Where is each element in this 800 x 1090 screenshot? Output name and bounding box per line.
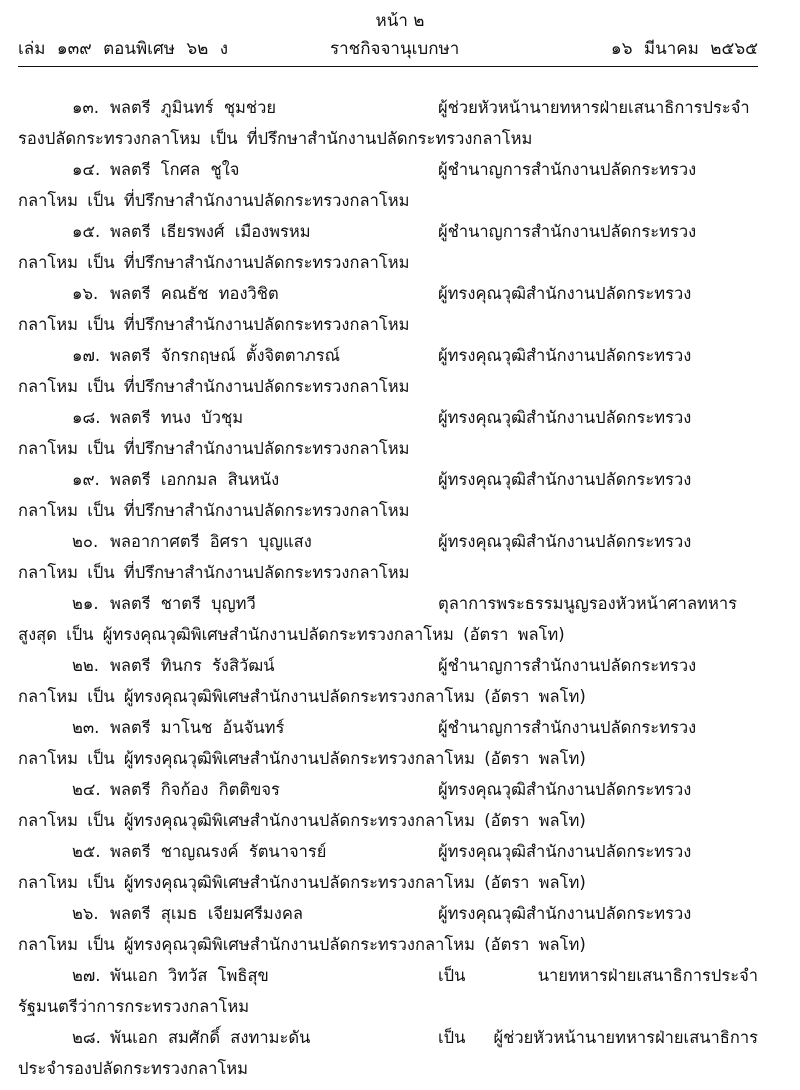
entry-continuation: รัฐมนตรีว่าการกระทรวงกลาโหม (18, 997, 250, 1016)
entry-number: ๒๗. (72, 966, 101, 985)
entry-person-name: พลตรี มาโนช อ้นจันทร์ (110, 718, 285, 737)
entry-number: ๑๙. (72, 470, 100, 489)
appointment-entry (18, 216, 758, 278)
entry-continuation: รองปลัดกระทรวงกลาโหม เป็น ที่ปรึกษาสำนักงานปลัดกระทรวงกลาโหม (18, 129, 533, 148)
entry-first-line (18, 92, 758, 123)
appointment-entry (18, 402, 758, 464)
entry-first-line (18, 278, 758, 309)
entry-position: ผู้ทรงคุณวุฒิสำนักงานปลัดกระทรวง (438, 842, 692, 861)
entry-continuation: กลาโหม เป็น ที่ปรึกษาสำนักงานปลัดกระทรวงกลาโหม (18, 501, 410, 520)
appointment-entry (18, 278, 758, 340)
entry-continuation: กลาโหม เป็น ที่ปรึกษาสำนักงานปลัดกระทรวงกลาโหม (18, 377, 410, 396)
entry-person-name: พลตรี เธียรพงศ์ เมืองพรหม (110, 222, 311, 241)
entry-first-line (18, 464, 758, 495)
entry-first-line (18, 898, 758, 929)
entry-continuation: กลาโหม เป็น ที่ปรึกษาสำนักงานปลัดกระทรวงกลาโหม (18, 191, 410, 210)
entry-number: ๒๑. (72, 594, 99, 613)
entry-position: ผู้ชำนาญการสำนักงานปลัดกระทรวง (438, 656, 697, 675)
entry-person-name: พลตรี เอกกมล สินหนัง (110, 470, 280, 489)
entry-number: ๑๘. (72, 408, 101, 427)
appointment-entry (18, 774, 758, 836)
entry-continuation: ประจำรองปลัดกระทรวงกลาโหม (18, 1059, 249, 1078)
publication-title: ราชกิจจานุเบกษา (330, 39, 460, 59)
appointment-entry (18, 1022, 758, 1084)
entry-person-name: พลตรี ชาตรี บุญทวี (110, 594, 256, 613)
entry-person-name: พลตรี ทนง บัวชุม (110, 408, 244, 427)
entry-first-line (18, 526, 758, 557)
entry-number: ๒๓. (72, 718, 100, 737)
entry-continuation: สูงสุด เป็น ผู้ทรงคุณวุฒิพิเศษสำนักงานปลัดกระทรวงกลาโหม (อัตรา พลโท) (18, 625, 565, 644)
entry-person-name: พลตรี สุเมธ เจียมศรีมงคล (110, 904, 303, 923)
entry-first-line (18, 402, 758, 433)
entry-position: ผู้ชำนาญการสำนักงานปลัดกระทรวง (438, 222, 697, 241)
entry-number: ๒๖. (72, 904, 99, 923)
entry-position: เป็น นายทหารฝ่ายเสนาธิการประจำ (438, 966, 758, 985)
entry-person-name: พลตรี ชาญณรงค์ รัตนาจารย์ (110, 842, 327, 861)
entry-position: ผู้ชำนาญการสำนักงานปลัดกระทรวง (438, 160, 697, 179)
entry-number: ๑๗. (72, 346, 101, 365)
entry-person-name: พลตรี คณธัช ทองวิชิต (110, 284, 279, 303)
appointment-entry (18, 526, 758, 588)
entry-number: ๒๕. (72, 842, 101, 861)
entry-continuation: กลาโหม เป็น ที่ปรึกษาสำนักงานปลัดกระทรวงกลาโหม (18, 253, 410, 272)
appointment-entry (18, 898, 758, 960)
entry-position: ผู้ชำนาญการสำนักงานปลัดกระทรวง (438, 718, 697, 737)
entry-continuation: กลาโหม เป็น ที่ปรึกษาสำนักงานปลัดกระทรวงกลาโหม (18, 315, 410, 334)
entry-number: ๑๔. (72, 160, 101, 179)
entry-number: ๑๓. (72, 98, 99, 117)
entry-person-name: พลตรี กิจก้อง กิตติขจร (110, 780, 280, 799)
entry-position: ผู้ทรงคุณวุฒิสำนักงานปลัดกระทรวง (438, 532, 692, 551)
entry-person-name: พลตรี ภูมินทร์ ชุมช่วย (110, 98, 277, 117)
appointment-entry (18, 154, 758, 216)
appointment-entry (18, 836, 758, 898)
entry-continuation: กลาโหม เป็น ที่ปรึกษาสำนักงานปลัดกระทรวงกลาโหม (18, 563, 410, 582)
entry-person-name: พลตรี ทินกร รังสิวัฒน์ (110, 656, 275, 675)
entry-first-line (18, 836, 758, 867)
entry-position: ตุลาการพระธรรมนูญรองหัวหน้าศาลทหาร (438, 594, 737, 613)
entry-first-line (18, 960, 758, 991)
entry-position: ผู้ทรงคุณวุฒิสำนักงานปลัดกระทรวง (438, 408, 692, 427)
appointment-entry (18, 712, 758, 774)
appointment-list (18, 92, 758, 1084)
volume-info: เล่ม ๑๓๙ ตอนพิเศษ ๖๒ ง (18, 39, 229, 59)
entry-position: ผู้ทรงคุณวุฒิสำนักงานปลัดกระทรวง (438, 346, 692, 365)
entry-first-line (18, 774, 758, 805)
appointment-entry (18, 464, 758, 526)
entry-position: ผู้ทรงคุณวุฒิสำนักงานปลัดกระทรวง (438, 284, 692, 303)
entry-person-name: พลตรี โกศล ชูใจ (110, 160, 240, 179)
entry-person-name: พันเอก สมศักดิ์ สงทามะดัน (110, 1028, 311, 1047)
publication-date: ๑๖ มีนาคม ๒๕๖๕ (610, 39, 758, 59)
entry-position: ผู้ทรงคุณวุฒิสำนักงานปลัดกระทรวง (438, 904, 692, 923)
header-divider (18, 66, 758, 67)
entry-position: ผู้ทรงคุณวุฒิสำนักงานปลัดกระทรวง (438, 780, 692, 799)
entry-first-line (18, 1022, 758, 1053)
entry-first-line (18, 712, 758, 743)
entry-first-line (18, 588, 758, 619)
entry-first-line (18, 154, 758, 185)
entry-continuation: กลาโหม เป็น ผู้ทรงคุณวุฒิพิเศษสำนักงานปลัดกระทรวงกลาโหม (อัตรา พลโท) (18, 811, 586, 830)
entry-continuation: กลาโหม เป็น ผู้ทรงคุณวุฒิพิเศษสำนักงานปลัดกระทรวงกลาโหม (อัตรา พลโท) (18, 749, 586, 768)
entry-number: ๒๔. (72, 780, 101, 799)
entry-person-name: พันเอก วิทวัส โพธิสุข (110, 966, 269, 985)
entry-continuation: กลาโหม เป็น ผู้ทรงคุณวุฒิพิเศษสำนักงานปลัดกระทรวงกลาโหม (อัตรา พลโท) (18, 935, 586, 954)
entry-continuation: กลาโหม เป็น ที่ปรึกษาสำนักงานปลัดกระทรวงกลาโหม (18, 439, 410, 458)
appointment-entry (18, 340, 758, 402)
entry-number: ๒๒. (72, 656, 99, 675)
appointment-entry (18, 92, 758, 154)
page-number: หน้า ๒ (375, 11, 425, 31)
appointment-entry (18, 650, 758, 712)
entry-position: เป็น ผู้ช่วยหัวหน้านายทหารฝ่ายเสนาธิการ (438, 1028, 758, 1047)
entry-person-name: พลตรี จักรกฤษณ์ ตั้งจิตตาภรณ์ (110, 346, 340, 365)
entry-first-line (18, 340, 758, 371)
entry-first-line (18, 650, 758, 681)
appointment-entry (18, 960, 758, 1022)
entry-continuation: กลาโหม เป็น ผู้ทรงคุณวุฒิพิเศษสำนักงานปลัดกระทรวงกลาโหม (อัตรา พลโท) (18, 687, 586, 706)
entry-number: ๑๖. (72, 284, 99, 303)
entry-number: ๑๕. (72, 222, 101, 241)
entry-continuation: กลาโหม เป็น ผู้ทรงคุณวุฒิพิเศษสำนักงานปลัดกระทรวงกลาโหม (อัตรา พลโท) (18, 873, 586, 892)
entry-position: ผู้ช่วยหัวหน้านายทหารฝ่ายเสนาธิการประจำ (438, 98, 750, 117)
entry-number: ๒๐. (72, 532, 99, 551)
entry-position: ผู้ทรงคุณวุฒิสำนักงานปลัดกระทรวง (438, 470, 692, 489)
appointment-entry (18, 588, 758, 650)
entry-person-name: พลอากาศตรี อิศรา บุญแสง (110, 532, 312, 551)
entry-first-line (18, 216, 758, 247)
gazette-header (18, 37, 758, 61)
entry-number: ๒๘. (72, 1028, 101, 1047)
